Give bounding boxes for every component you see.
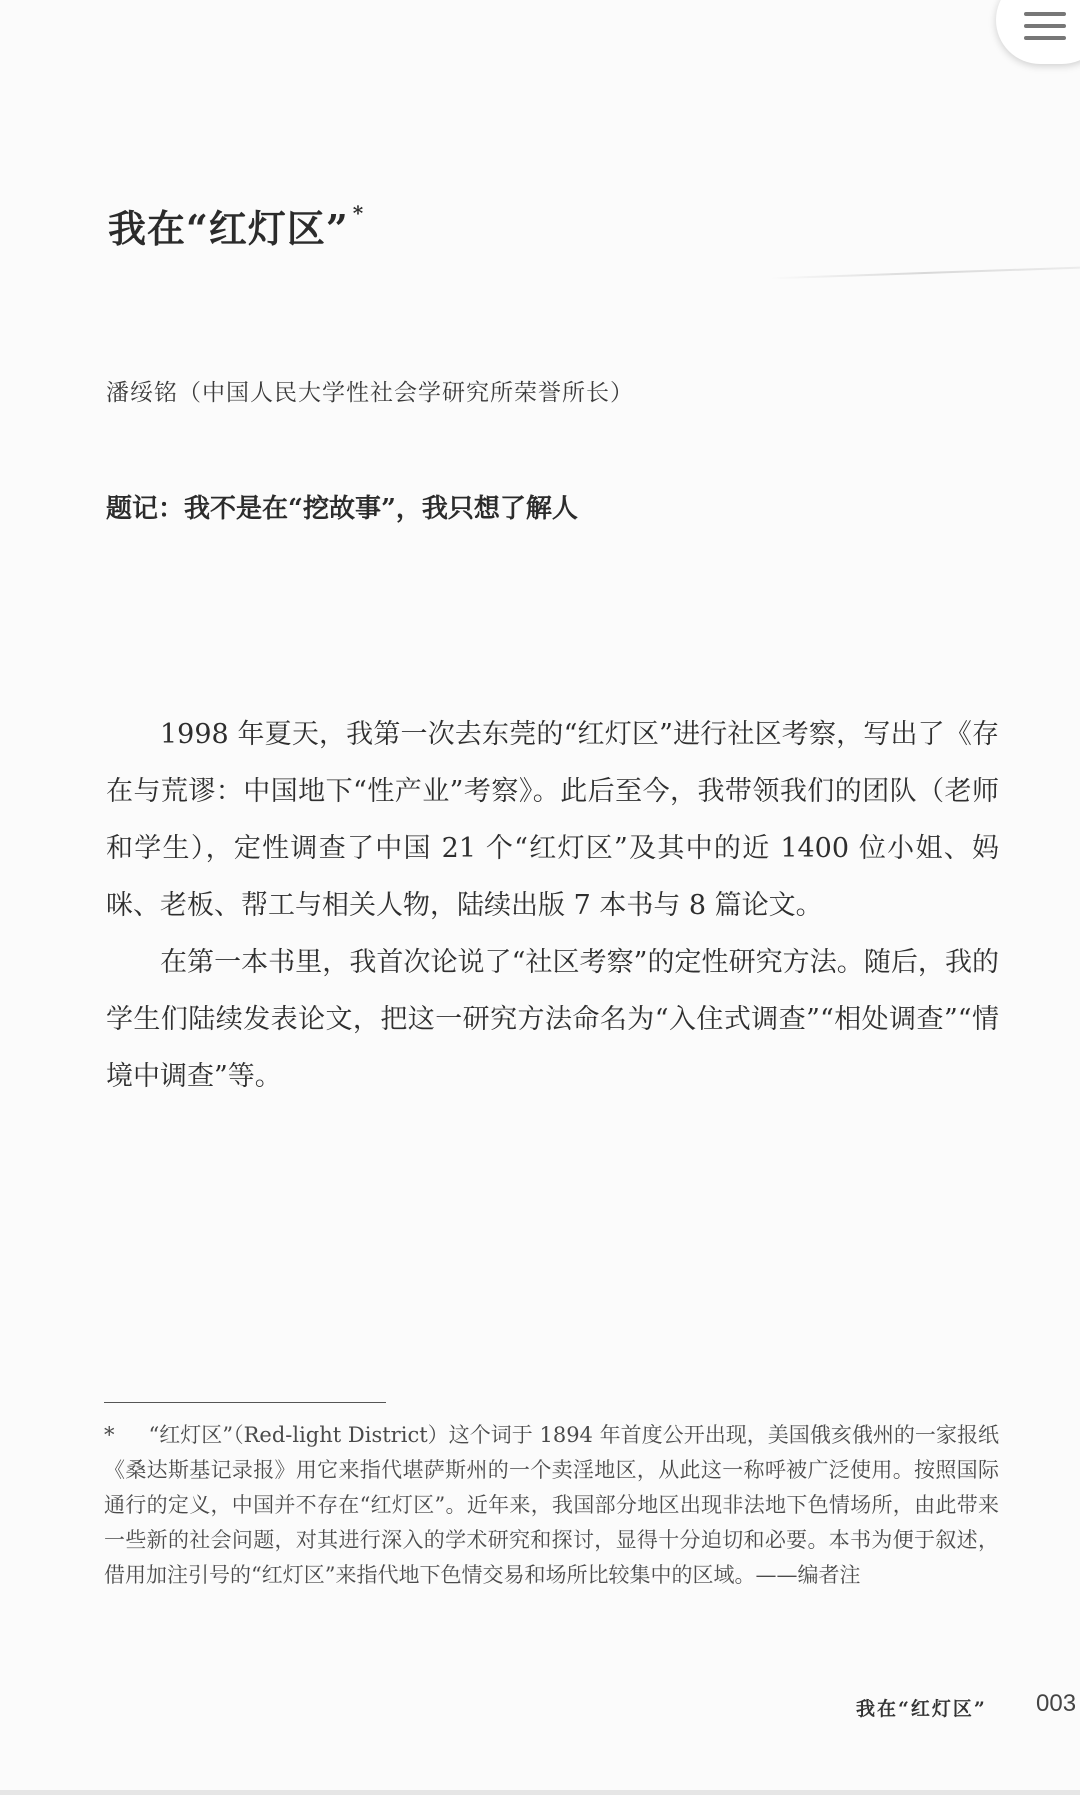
footnote-text: “红灯区”（Red-light District）这个词于 1894 年首度公开出现，美国俄亥俄州的一家报纸《桑达斯基记录报》用它来指代堪萨斯州的一个卖淫地区，从此这一称呼被广泛使用。按照国际通行的定义，中国并不存在“红灯区”。近年来，我国部分地区出现非法地下色情场所，由此带来一些新的社会问题，对其进行深入的学术研究和探讨，显得十分迫切和必要。本书为便于叙述，借用加注引号的“红灯区”来指代地下色情交易和场所比较集中的区域。——编者注 bbox=[104, 1423, 999, 1587]
body-text bbox=[106, 706, 999, 1105]
footnote-divider bbox=[104, 1402, 386, 1403]
paragraph: 1998 年夏天，我第一次去东莞的“红灯区”进行社区考察，写出了《存在与荒谬：中国地下“性产业”考察》。此后至今，我带领我们的团队（老师和学生），定性调查了中国 21 个“红灯区”及其中的近 1400 位小姐、妈咪、老板、帮工与相关人物，陆续出版 7 本书与 8 篇论文。 bbox=[106, 719, 999, 921]
bottom-edge bbox=[0, 1790, 1080, 1795]
scan-artifact-line bbox=[770, 267, 1080, 280]
epigraph: 题记：我不是在“挖故事”，我只想了解人 bbox=[106, 494, 578, 524]
page-number: 003 bbox=[1036, 1690, 1077, 1717]
paragraph: 在第一本书里，我首次论说了“社区考察”的定性研究方法。随后，我的学生们陆续发表论文，把这一研究方法命名为“入住式调查”“相处调查”“情境中调查”等。 bbox=[106, 947, 999, 1092]
chapter-title-text: 我在“红灯区” bbox=[108, 206, 349, 251]
running-header: 我在“红灯区” bbox=[856, 1698, 987, 1720]
footnote bbox=[104, 1418, 999, 1593]
author-line: 潘绥铭（中国人民大学性社会学研究所荣誉所长） bbox=[106, 380, 634, 406]
footnote-mark: * bbox=[104, 1423, 115, 1447]
title-footnote-mark: * bbox=[352, 201, 365, 226]
chapter-title bbox=[108, 198, 364, 253]
